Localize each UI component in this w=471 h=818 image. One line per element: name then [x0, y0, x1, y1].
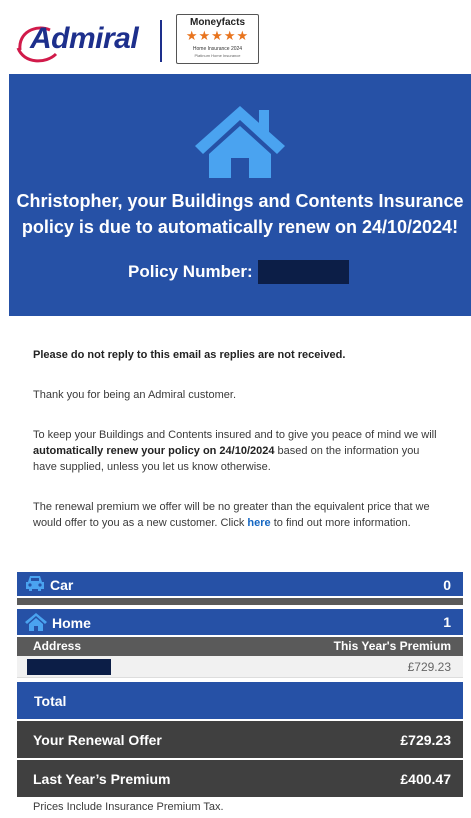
policy-number-row: [9, 260, 471, 286]
premium-note-part1: The renewal premium we offer will be no greater than the equivalent price that we would offer to you as a new customer. Click: [33, 501, 430, 529]
row-premium: £729.23: [407, 660, 451, 674]
car-icon: [25, 574, 45, 592]
renewal-premium-note: [33, 499, 443, 531]
tax-footnote: Prices Include Insurance Premium Tax.: [33, 801, 224, 813]
badge-line2: Platinum Home Insurance: [194, 53, 241, 58]
badge-title: Moneyfacts: [189, 17, 245, 28]
home-label: Home: [52, 615, 91, 631]
header-divider: [160, 20, 162, 62]
car-label: Car: [50, 577, 74, 593]
no-reply-notice: [33, 347, 443, 363]
policy-number-label: Policy Number:: [128, 262, 253, 281]
last-year-row: [17, 760, 463, 797]
renewal-explanation: [33, 427, 443, 475]
address-header-row: [17, 637, 463, 656]
car-row: [17, 572, 463, 596]
admiral-logo: [16, 20, 156, 66]
renewal-offer-row: [17, 721, 463, 758]
total-label: Total: [34, 693, 67, 709]
brand-name: Admiral: [30, 22, 139, 55]
home-count: 1: [443, 614, 451, 630]
address-data-row: [17, 656, 463, 678]
renewal-offer-label: Your Renewal Offer: [33, 732, 162, 748]
email-header: [0, 0, 471, 74]
policy-number-redacted: [258, 260, 349, 284]
here-link[interactable]: here: [247, 517, 271, 529]
premium-header: This Year's Premium: [333, 639, 451, 653]
renewal-offer-value: £729.23: [400, 732, 451, 748]
renewal-explanation-part1: To keep your Buildings and Contents insured and to give you peace of mind we will: [33, 429, 437, 441]
moneyfacts-badge: [176, 14, 259, 64]
last-year-label: Last Year’s Premium: [33, 771, 171, 787]
renewal-explanation-part2: based on the information you have supplied, unless you let us know otherwise.: [33, 445, 420, 473]
address-redacted: [27, 659, 111, 675]
renewal-hero: [9, 74, 471, 316]
car-count: 0: [443, 577, 451, 593]
car-divider: [17, 598, 463, 605]
address-header: Address: [33, 639, 82, 653]
premium-note-part2: to find out more information.: [270, 517, 411, 529]
thanks-text: Thank you for being an Admiral customer.: [33, 389, 236, 401]
house-icon: [195, 104, 285, 180]
home-row: [17, 609, 463, 635]
badge-line1: Home Insurance 2024: [192, 46, 243, 52]
renewal-explanation-bold: automatically renew your policy on 24/10/2024: [33, 445, 275, 457]
renewal-message: Christopher, your Buildings and Contents Insurance policy is due to automatically renew on 24/10/2024!: [16, 191, 464, 237]
last-year-value: £400.47: [400, 771, 451, 787]
star-rating-icon: ★★★★★: [185, 28, 250, 43]
total-row: [17, 682, 463, 719]
no-reply-text: Please do not reply to this email as replies are not received.: [33, 349, 346, 361]
home-icon: [25, 612, 47, 631]
